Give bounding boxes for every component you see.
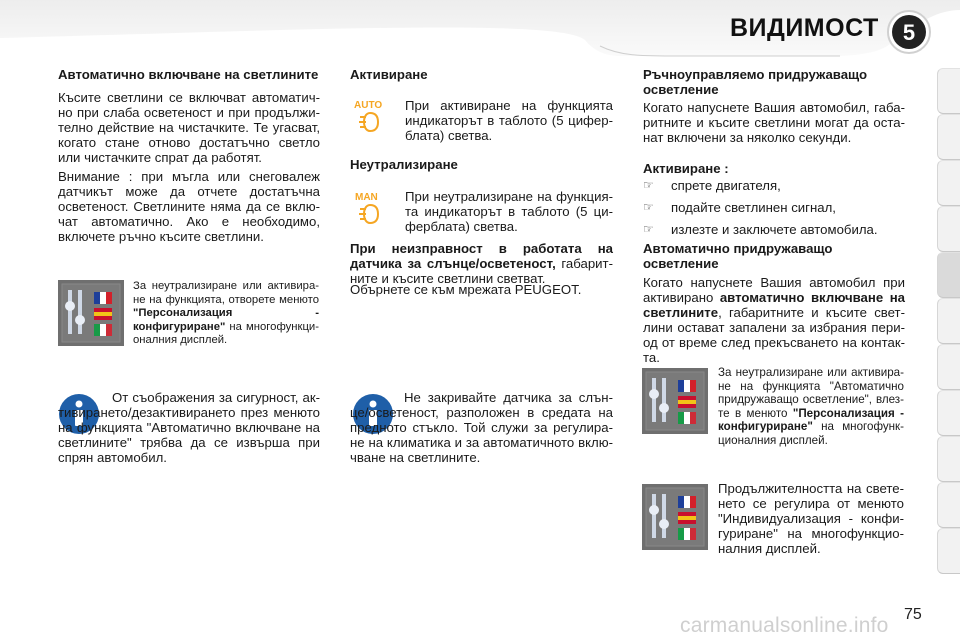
col3-activate-heading: Активиране : xyxy=(643,161,729,176)
side-tab-5-active[interactable] xyxy=(937,252,960,298)
activate-heading: Активиране xyxy=(350,67,428,82)
page-number: 75 xyxy=(904,606,922,623)
side-tab-3[interactable] xyxy=(937,160,960,206)
side-tab-2[interactable] xyxy=(937,114,960,160)
activation-steps-list xyxy=(643,178,905,244)
manual-escort-heading: Ръчноуправляемо придружаващо осветление xyxy=(643,67,868,97)
man-headlamp-icon xyxy=(352,189,392,234)
side-tab-6[interactable] xyxy=(937,298,960,344)
auto-headlamp-icon xyxy=(352,97,392,142)
col2-info-text: Не закривайте датчика за слънце/осветеност, разположен в средата на предното стъкло. Той служи за регулиране на климатика и за автоматичното включване на светлините. xyxy=(350,390,613,465)
auto-escort-text: Когато напуснете Вашия автомобил при активирано автоматично включване на светлините, габаритните и късите светлини остават запалени за избрания период от време след прекъсването на контакта. xyxy=(643,275,905,365)
fault-contact-note: Обърнете се към мрежата PEUGEOT. xyxy=(350,282,582,297)
column-1 xyxy=(58,67,320,244)
svg-text:AUTO: AUTO xyxy=(354,100,383,111)
auto-escort-heading: Автоматично придружаващо осветление xyxy=(643,241,833,271)
hand-pointer-icon: ☞ xyxy=(643,178,654,192)
activate-text: При активиране на функцията индикаторът в таблото (5 циферблата) светва. xyxy=(405,98,613,143)
col3-duration-note: Продължителността на светенето се регулира от менюто "Индивидуализация - конфигуриране" на многофункционалния дисплей. xyxy=(718,481,904,556)
settings-menu-icon xyxy=(58,280,124,351)
chapter-number-text: 5 xyxy=(902,20,916,45)
settings-menu-icon xyxy=(642,484,708,555)
col1-info-text: От съображения за сигурност, активирането/дезактивирането през менюто на функцията "Автоматично включване на светлините" трябва да се извърша при спрян автомобил. xyxy=(58,390,320,465)
list-item: ☞ подайте светлинен сигнал, xyxy=(643,200,836,215)
fault-text: При неизправност в работата на датчика за слънце/осветеност, габаритните и късите светлини светват. xyxy=(350,241,613,286)
chapter-title: ВИДИМОСТ xyxy=(730,14,879,42)
side-tab-11[interactable] xyxy=(937,528,960,574)
settings-menu-icon xyxy=(642,368,708,439)
hand-pointer-icon: ☞ xyxy=(643,222,654,236)
side-tab-8[interactable] xyxy=(937,390,960,436)
hand-pointer-icon: ☞ xyxy=(643,200,654,214)
auto-lights-heading: Автоматично включване на светлините xyxy=(58,67,319,82)
col3-config-note: За неутрализиране или активиране на функцията "Автоматично придружаващо осветление", влезте в менюто "Персонализация - конфигуриране" на многофункционалния дисплей. xyxy=(718,366,904,447)
side-tab-10[interactable] xyxy=(937,482,960,528)
side-tab-4[interactable] xyxy=(937,206,960,252)
side-tab-1[interactable] xyxy=(937,68,960,114)
watermark: carmanualsonline.info xyxy=(680,614,889,637)
chapter-number-badge xyxy=(880,8,938,56)
manual-escort-text: Когато напуснете Вашия автомобил, габаритните и късите светлини могат да останат включени за няколко секунди. xyxy=(643,100,905,145)
side-tab-7[interactable] xyxy=(937,344,960,390)
neutralize-heading: Неутрализиране xyxy=(350,157,458,172)
list-item: ☞ спрете двигателя, xyxy=(643,178,781,193)
list-item: ☞ излезте и заключете автомобила. xyxy=(643,222,878,237)
svg-text:MAN: MAN xyxy=(355,192,378,203)
auto-lights-paragraph: Късите светлини се включват автоматично при слаба осветеност и при продължително действие на чистачките. Те угасват, когато стане отново достатъчно светло или чистачките спрат да работят. xyxy=(58,90,320,165)
neutralize-text: При неутрализиране на функцията индикаторът в таблото (5 циферблата) светва. xyxy=(405,189,613,234)
chapter-badge-icon xyxy=(880,8,938,56)
auto-lights-warning: Внимание : при мъгла или снеговалеж датчикът може да отчете достатъчна осветеност. Светлините няма да се включат автоматично. Ако е необходимо, включете ръчно късите светлини. xyxy=(58,169,320,244)
col1-config-note: За неутрализиране или активиране на функцията, отворете менюто "Персонализация - конфигуриране" на многофункционалния дисплей. xyxy=(133,280,319,347)
side-tab-9[interactable] xyxy=(937,436,960,482)
